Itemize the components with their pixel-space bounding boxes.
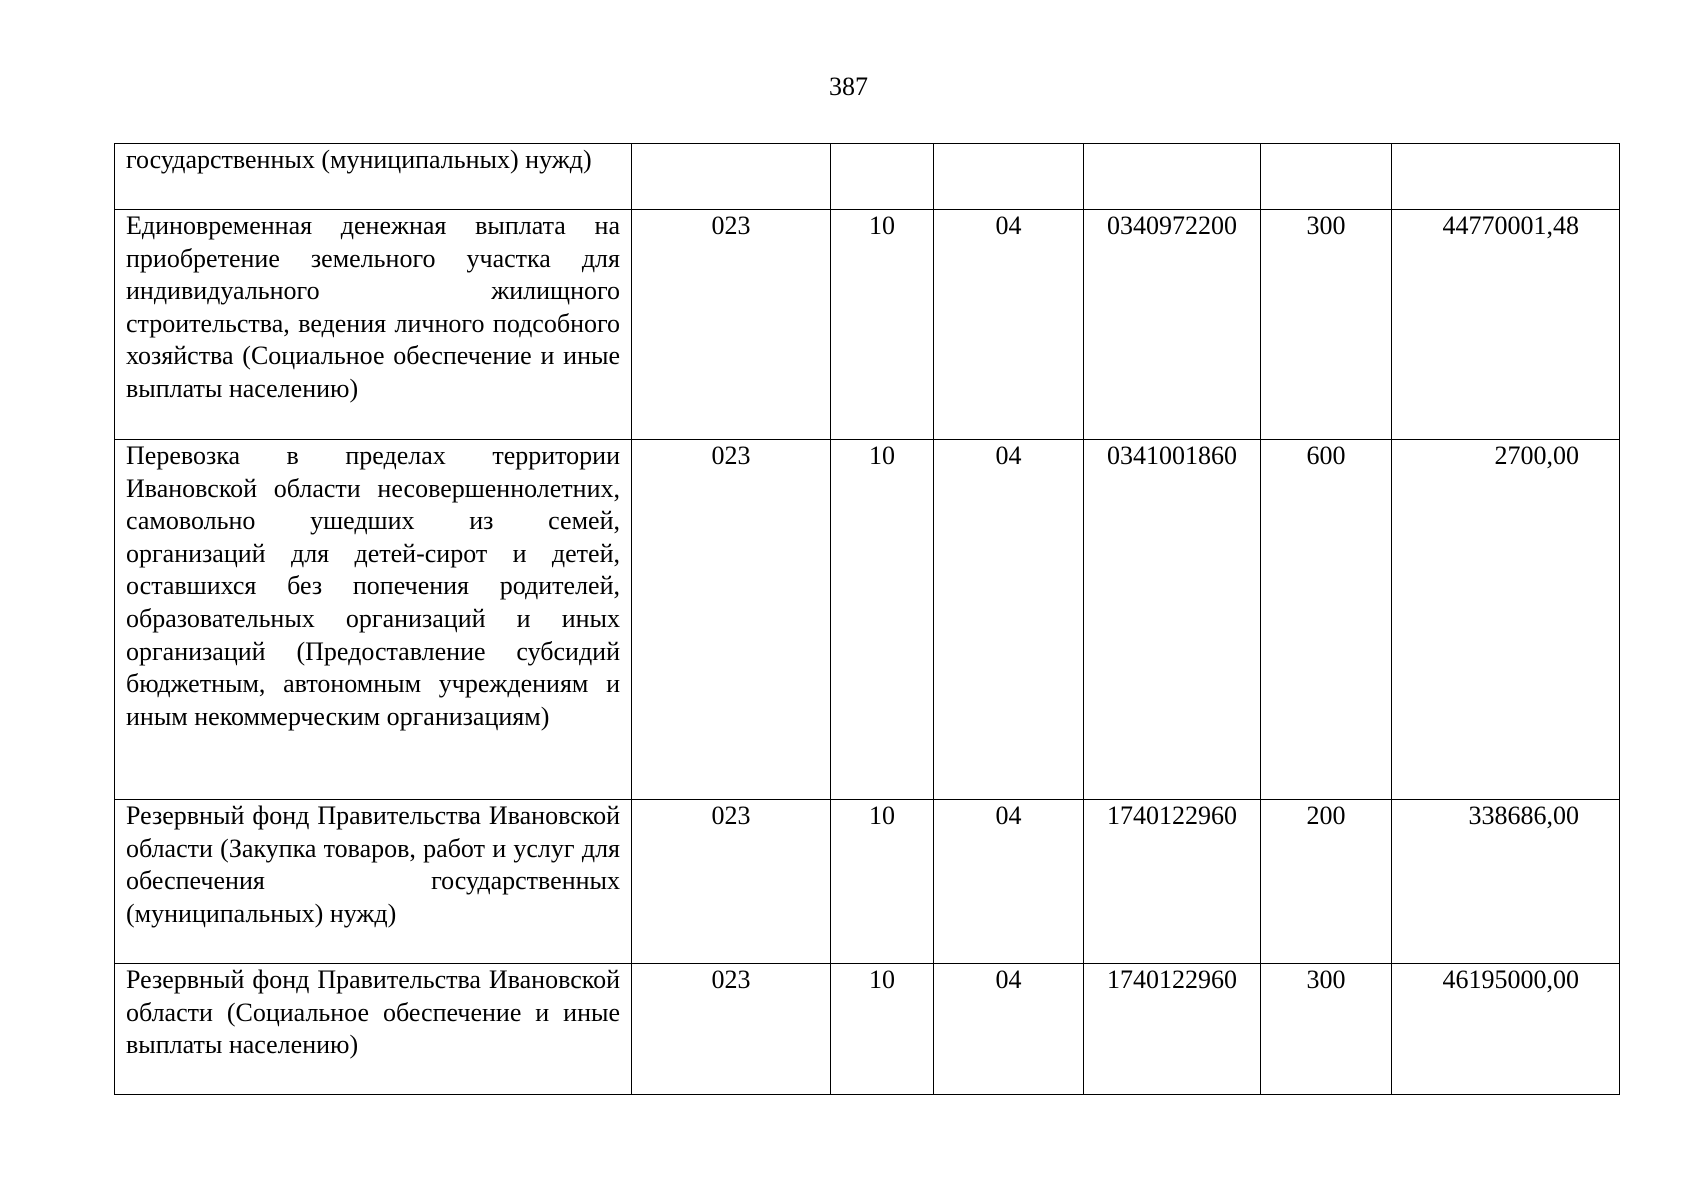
amount-value: 338686,00 (1392, 800, 1620, 964)
table-row (115, 440, 1620, 800)
amount-value: 44770001,48 (1392, 210, 1620, 440)
row-name: Единовременная денежная выплата на приобретение земельного участка для индивидуального жилищного строительства, ведения личного подсобного хозяйства (Социальное обеспечение и иные выплаты населению) (115, 210, 632, 440)
ministry-code: 023 (632, 964, 831, 1095)
expense-type-code: 300 (1261, 964, 1392, 1095)
subsection-code: 04 (934, 210, 1084, 440)
page-number: 387 (829, 72, 868, 101)
row-name: Резервный фонд Правительства Ивановской области (Закупка товаров, работ и услуг для обеспечения государственных (муниципальных) нужд) (115, 800, 632, 964)
section-code: 10 (831, 964, 934, 1095)
table-row (115, 144, 1620, 210)
expense-type-code: 600 (1261, 440, 1392, 800)
table-row (115, 210, 1620, 440)
section-code: 10 (831, 800, 934, 964)
expense-type-code: 200 (1261, 800, 1392, 964)
table-row (115, 964, 1620, 1095)
target-code: 0341001860 (1084, 440, 1261, 800)
expense-type-code: 300 (1261, 210, 1392, 440)
amount-value (1392, 144, 1620, 210)
section-code: 10 (831, 210, 934, 440)
section-code (831, 144, 934, 210)
amount-value: 46195000,00 (1392, 964, 1620, 1095)
subsection-code: 04 (934, 440, 1084, 800)
row-name: Перевозка в пределах территории Ивановской области несовершеннолетних, самовольно ушедших из семей, организаций для детей-сирот и детей, оставшихся без попечения родителей, образовательных организаций и иных организаций (Предоставление субсидий бюджетным, автономным учреждениям и иным некоммерческим организациям) (115, 440, 632, 800)
target-code (1084, 144, 1261, 210)
table-row (115, 800, 1620, 964)
budget-table (114, 143, 1620, 1095)
subsection-code: 04 (934, 964, 1084, 1095)
ministry-code: 023 (632, 800, 831, 964)
section-code: 10 (831, 440, 934, 800)
target-code: 0340972200 (1084, 210, 1261, 440)
target-code: 1740122960 (1084, 964, 1261, 1095)
ministry-code: 023 (632, 210, 831, 440)
ministry-code (632, 144, 831, 210)
expense-type-code (1261, 144, 1392, 210)
target-code: 1740122960 (1084, 800, 1261, 964)
row-name: государственных (муниципальных) нужд) (115, 144, 632, 210)
ministry-code: 023 (632, 440, 831, 800)
subsection-code: 04 (934, 800, 1084, 964)
subsection-code (934, 144, 1084, 210)
row-name: Резервный фонд Правительства Ивановской области (Социальное обеспечение и иные выплаты населению) (115, 964, 632, 1095)
amount-value: 2700,00 (1392, 440, 1620, 800)
